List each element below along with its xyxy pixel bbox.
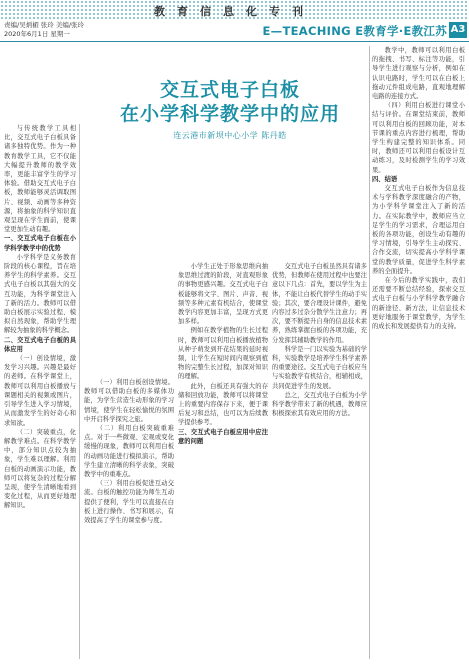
paragraph: 在今后的教学实践中，我们还需要不断总结经验，探索交互式电子白板与小学科学教学融合的新途径、新方法，让信息技术更好地服务于课堂教学，为学生的成长和发展提供有力的支持。 bbox=[372, 277, 465, 331]
paragraph: （二）利用白板突破重难点。对于一些微观、宏观或变化缓慢的现象，教师可以利用白板的动画功能进行模拟演示，帮助学生建立清晰的科学表象，突破教学中的重难点。 bbox=[84, 425, 174, 479]
paragraph: （二）突破重点，化解教学难点。在科学教学中，部分知识点较为抽象，学生难以理解。利用白板的动画演示功能，教师可以将复杂的过程分解呈现，使学生清晰地看到变化过程，从而更好地理解知识。 bbox=[4, 428, 76, 510]
page-info bbox=[4, 21, 84, 39]
column-4 bbox=[272, 262, 367, 659]
brand-cn: E教育学·E教江苏 bbox=[355, 24, 447, 38]
paragraph: 与传统教学工具相比，交互式电子白板具备诸多独特优势。作为一种教育教学工具，它不仅能大幅提升教师的教学效率，更能丰富学生的学习体验。借助交互式电子白板，教师能够灵活调取图片、视频、动画等多种资源，将抽象的科学知识直观呈现在学生面前，使课堂更加生动有趣。 bbox=[4, 125, 76, 234]
subheading: 一、交互式电子白板在小学科学教学中的优势 bbox=[4, 235, 76, 252]
subheading: 四、结语 bbox=[372, 175, 398, 183]
column-2 bbox=[84, 378, 174, 659]
section-title: 教育信息化专刊 bbox=[154, 5, 315, 18]
article-title-line1: 交互式电子白板 bbox=[159, 79, 300, 101]
column-3 bbox=[178, 262, 268, 659]
paragraph: 交互式电子白板虽然具有诸多优势，但教师在使用过程中也要注意以下几点：首先，要以学生为主体，不能让白板代替学生的动手实验；其次，要合理设计课件，避免内容过多过杂分散学生注意力；再次，要不断提升自身的信息技术素养，熟练掌握白板的各项功能，充分发挥其辅助教学的作用。 bbox=[272, 263, 367, 344]
paragraph: （一）利用白板创设情境。教师可以借助白板的多媒体功能，为学生营造生动形象的学习情境，使学生在轻松愉悦的氛围中开启科学探究之旅。 bbox=[84, 379, 174, 423]
subheading: 二、交互式电子白板的具体应用 bbox=[4, 336, 76, 353]
brand bbox=[263, 23, 447, 39]
masthead bbox=[0, 20, 469, 42]
paragraph: （一）创设情境，激发学习兴趣。兴趣是最好的老师。在科学课堂上，教师可以利用白板播放与课题相关的视频或图片，引导学生进入学习情境，从而激发学生的好奇心和求知欲。 bbox=[4, 355, 76, 427]
column-divider bbox=[79, 124, 80, 659]
column-1 bbox=[4, 124, 76, 659]
editor-line: 责编/吴炳楣 张玲 美编/张玲 bbox=[4, 21, 85, 29]
page-number-badge: A3 bbox=[449, 22, 467, 38]
date-line: 2020年6月1日 星期一 bbox=[4, 30, 70, 38]
paragraph: 交互式电子白板作为信息技术与学科教学深度融合的产物，为小学科学课堂注入了新的活力。在实际教学中，教师应当立足学生的学习需求，合理运用白板的各项功能，创设生动有趣的学习情境，引导学生主动探究、合作交流，切实提高小学科学课堂的教学质量，促进学生科学素养的全面提升。 bbox=[372, 185, 465, 275]
paragraph: （三）利用白板促进互动交流。白板的触控功能为师生互动提供了便利，学生可以直接在白板上进行操作、书写和展示，有效提高了学生的课堂参与度。 bbox=[84, 480, 174, 525]
paragraph: 科学是一门以实验为基础的学科，实验教学是培养学生科学素养的重要途径。交互式电子白板应当与实验教学有机结合，相辅相成，共同促进学生的发展。 bbox=[272, 345, 367, 390]
paragraph: （四）利用白板进行课堂小结与评价。在课堂结束前，教师可以利用白板的回顾功能，对本节课的重点内容进行梳理，帮助学生构建完整的知识体系。同时，教师还可以利用白板设计互动练习，及时检测学生的学习效果。 bbox=[372, 102, 465, 174]
brand-en: E—TEACHING bbox=[262, 24, 351, 38]
subheading: 三、交互式电子白板应用中应注意的问题 bbox=[178, 428, 268, 445]
paragraph: 小学科学是义务教育阶段的核心课程，旨在培养学生的科学素养。交互式电子白板以其强大的交互功能，为科学课堂注入了新的活力。教师可以借助白板展示实验过程、模拟自然现象，帮助学生理解较为抽象的科学概念。 bbox=[4, 253, 76, 335]
paragraph: 教学中，教师可以利用白板的拖拽、书写、标注等功能，引导学生进行观察与分析，例如在认识电路时，学生可以在白板上拖动元件组成电路，直观地理解电路的连接方式。 bbox=[372, 47, 465, 101]
paragraph: 此外，白板还具有强大的存储和回放功能，教师可以将课堂上的重要内容保存下来，便于课后复习和总结，也可以为后续教学提供参考。 bbox=[178, 382, 268, 427]
article-title-block bbox=[80, 78, 380, 141]
paragraph: 例如在教学植物的生长过程时，教师可以利用白板播放植物从种子萌发到开花结果的延时视频，让学生在短时间内观察到植物的完整生长过程，加深对知识的理解。 bbox=[178, 327, 268, 381]
column-5 bbox=[372, 46, 465, 659]
paragraph: 总之，交互式电子白板为小学科学教学带来了新的机遇，教师应积极探索其有效应用的方法。 bbox=[272, 391, 367, 418]
article-byline: 连云港市新坝中心小学 陈丹皓 bbox=[173, 131, 287, 140]
paragraph: 小学生正处于形象思维向抽象思维过渡的阶段，对直观形象的事物更感兴趣。交互式电子白板能够将文字、图片、声音、视频等多种元素有机结合，使课堂教学内容更加丰富，呈现方式更加多样。 bbox=[178, 263, 268, 326]
column-divider bbox=[369, 46, 370, 659]
header-band bbox=[0, 0, 469, 20]
article-title-line2: 在小学科学教学中的应用 bbox=[119, 103, 340, 125]
